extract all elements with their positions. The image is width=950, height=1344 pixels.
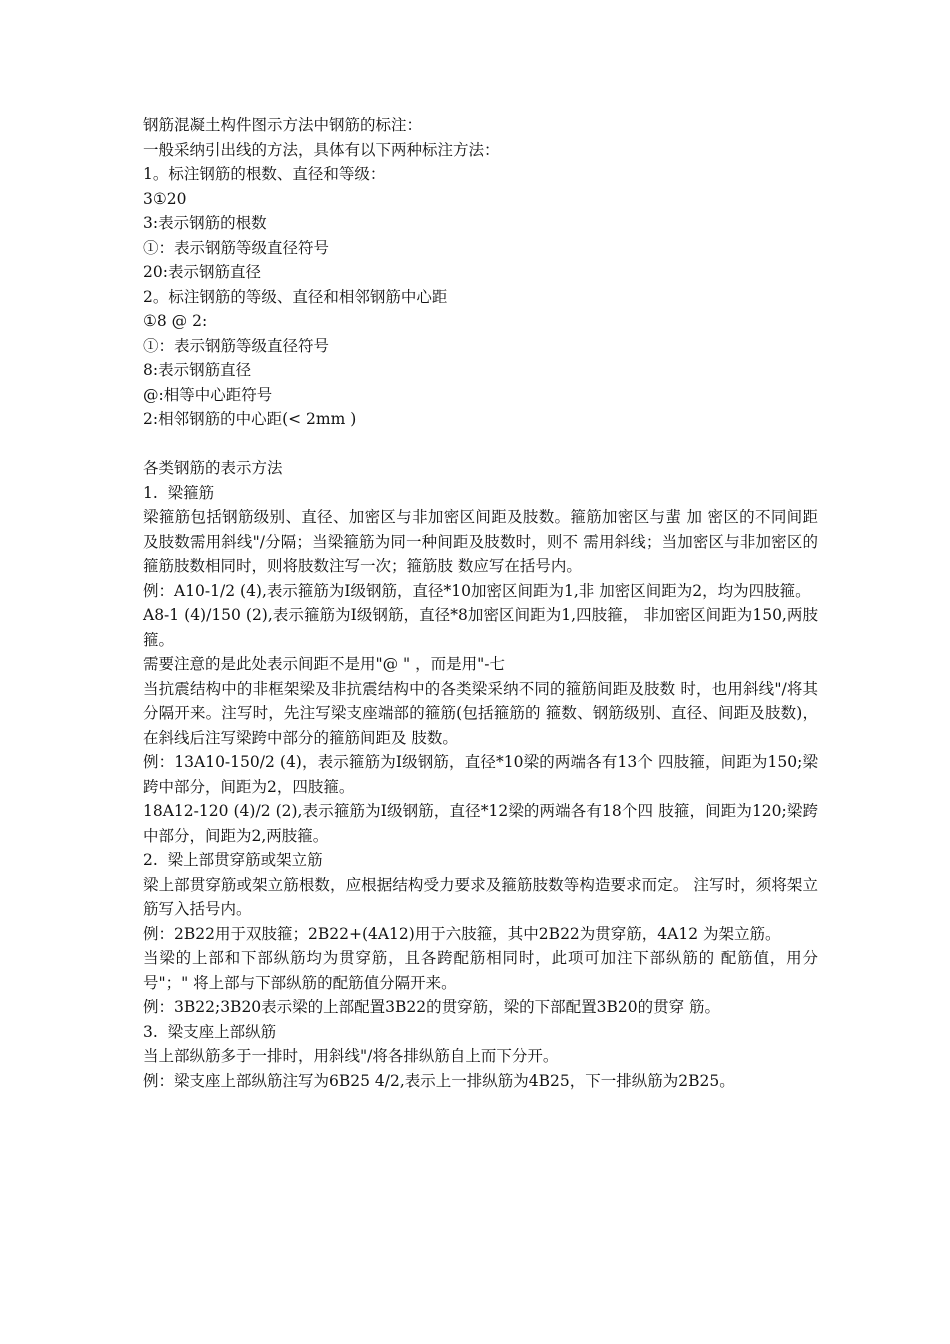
section-title-notation: 钢筋混凝土构件图示方法中钢筋的标注： xyxy=(143,116,423,134)
paragraph: 梁上部贯穿筋或架立筋根数，应根据结构受力要求及箍筋肢数等构造要求而定。 注写时，须将架立筋写入括号内。 xyxy=(143,875,818,918)
document-body xyxy=(143,113,818,1093)
method-1-title: 1。标注钢筋的根数、直径和等级： xyxy=(143,165,386,183)
example-paragraph: 例：2B22用于双肢箍；2B22+(4A12)用于六肢箍，其中2B22为贯穿筋，4A12 为架立筋。 xyxy=(143,924,781,943)
heading-top-through-bars: 2. 梁上部贯穿筋或架立筋 xyxy=(143,851,323,869)
method-1-line: 20:表示钢筋直径 xyxy=(143,263,261,281)
method-1-example: 3①20 xyxy=(143,189,187,208)
example-paragraph: A8-1 (4)/150 (2),表示箍筋为Ⅰ级钢筋，直径*8加密区间距为1,四肢箍， 非加密区间距为150,两肢箍。 xyxy=(143,606,818,649)
heading-beam-stirrups: 1. 梁箍筋 xyxy=(143,483,215,502)
paragraph: 当梁的上部和下部纵筋均为贯穿筋，且各跨配筋相同时，此项可加注下部纵筋的 配筋值，用分号"；" 将上部与下部纵筋的配筋值分隔开来。 xyxy=(143,949,818,992)
intro-line: 一般采纳引出线的方法，具体有以下两种标注方法： xyxy=(143,140,500,159)
method-2-title: 2。标注钢筋的等级、直径和相邻钢筋中心距 xyxy=(143,287,448,306)
example-paragraph: 例：梁支座上部纵筋注写为6B25 4/2,表示上一排纵筋为4B25，下一排纵筋为2B25。 xyxy=(143,1071,735,1090)
method-1-line: ①：表示钢筋等级直径符号 xyxy=(143,238,330,257)
paragraph: 梁箍筋包括钢筋级别、直径、加密区与非加密区间距及肢数。箍筋加密区与蜚 加 密区的不同间距及肢数需用斜线"/分隔；当梁箍筋为同一种间距及肢数时，则不 需用斜线；当加密区与非加密区的箍筋肢数相同时，则将肢数注写一次；箍筋肢 数应写在括号内。 xyxy=(143,508,818,575)
method-1-line: 3:表示钢筋的根数 xyxy=(143,214,267,232)
method-2-line: 8:表示钢筋直径 xyxy=(143,361,252,379)
example-paragraph: 例：13A10-150/2 (4)，表示箍筋为Ⅰ级钢筋，直径*10梁的两端各有13个 四肢箍，间距为150;梁跨中部分，间距为2，四肢箍。 xyxy=(143,753,818,796)
note-paragraph: 需要注意的是此处表示间距不是用"@ " ，而是用"-七 xyxy=(143,655,505,673)
heading-support-top-bars: 3. 梁支座上部纵筋 xyxy=(143,1022,277,1041)
method-2-example: ①8 @ 2: xyxy=(143,312,208,330)
method-2-line: ①：表示钢筋等级直径符号 xyxy=(143,336,330,355)
blank-line xyxy=(143,432,818,457)
paragraph: 当抗震结构中的非框架梁及非抗震结构中的各类梁采纳不同的箍筋间距及肢数 时，也用斜线"/将其分隔开来。注写时，先注写梁支座端部的箍筋(包括箍筋的 箍数、钢筋级别、直径、间距及肢数)，在斜线后注写梁跨中部分的箍筋间距及 肢数。 xyxy=(143,679,818,747)
example-paragraph: 例：A10-1/2 (4),表示箍筋为Ⅰ级钢筋，直径*10加密区间距为1,非 加密区间距为2，均为四肢箍。 xyxy=(143,581,811,600)
example-paragraph: 例：3B22;3B20表示梁的上部配置3B22的贯穿筋，梁的下部配置3B20的贯穿 筋。 xyxy=(143,998,721,1016)
example-paragraph: 18A12-120 (4)/2 (2),表示箍筋为Ⅰ级钢筋，直径*12梁的两端各有18个四 肢箍，间距为120;梁跨中部分，间距为2,两肢箍。 xyxy=(143,802,818,845)
paragraph: 当上部纵筋多于一排时，用斜线"/将各排纵筋自上而下分开。 xyxy=(143,1047,559,1065)
method-2-line: @:相等中心距符号 xyxy=(143,385,273,404)
section-title-rebar-types: 各类钢筋的表示方法 xyxy=(143,459,283,477)
method-2-line: 2:相邻钢筋的中心距(< 2mm ) xyxy=(143,410,357,428)
